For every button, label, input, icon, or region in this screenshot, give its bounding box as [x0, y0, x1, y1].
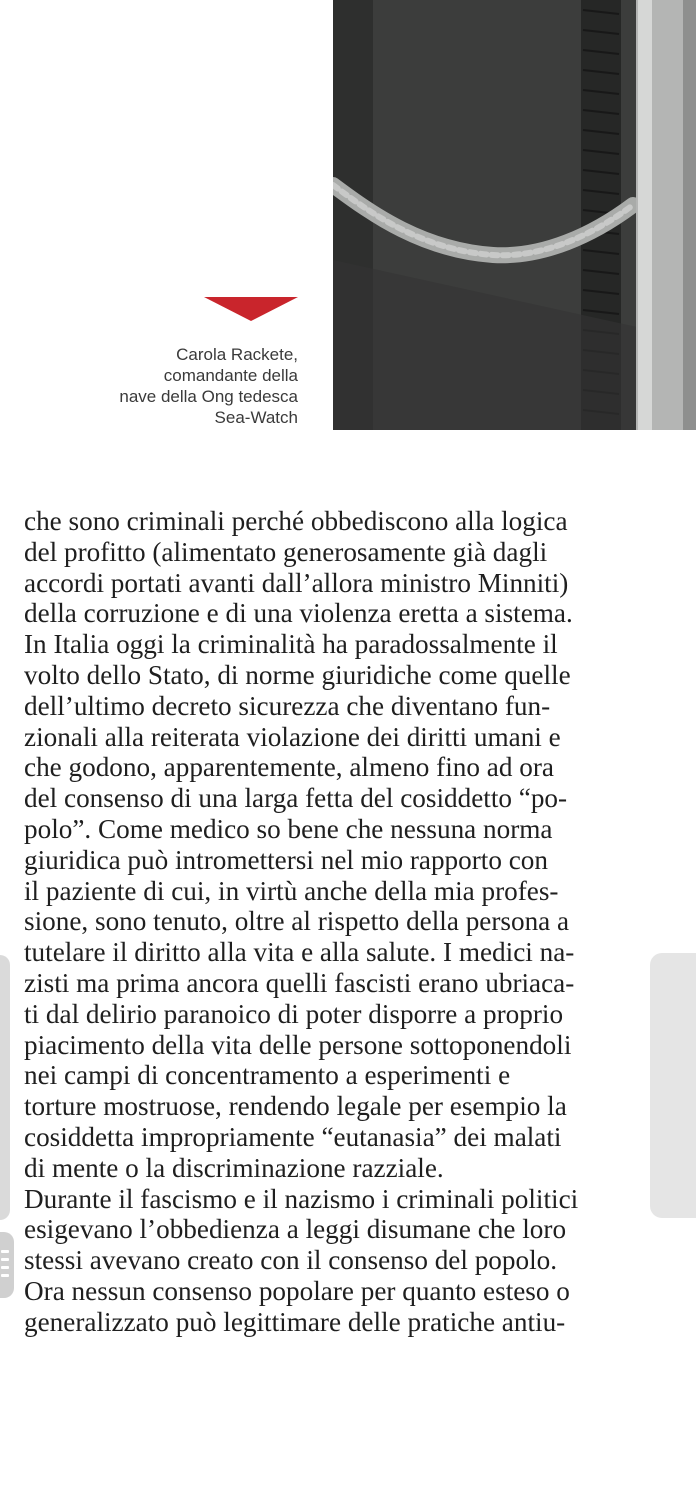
article-line: polo”. Come medico so bene che nessuna norma: [24, 813, 553, 844]
grip-icon: [1, 1250, 9, 1280]
article-line: piacimento della vita delle persone sottoponendoli: [24, 1029, 572, 1060]
article-line: cosiddetta impropriamente “eutanasia” dei malati: [24, 1121, 562, 1152]
article-line: del consenso di una larga fetta del cosiddetto “po-: [24, 783, 568, 814]
article-line: zionali alla reiterata violazione dei diritti umani e: [24, 721, 561, 752]
photo-caption: [58, 344, 298, 428]
caption-line: comandante della: [163, 366, 298, 385]
article-line: zisti ma prima ancora quelli fascisti erano ubriaca-: [24, 967, 575, 998]
article-line: giuridica può intromettersi nel mio rapporto con: [24, 844, 548, 875]
article-line: che sono criminali perché obbediscono alla logica: [24, 506, 568, 536]
article-photo: [333, 0, 696, 430]
article-line: esigevano l’obbedienza a leggi disumane che loro: [24, 1214, 567, 1245]
article-line: Durante il fascismo e il nazismo i criminali politici: [24, 1183, 579, 1214]
article-line: Ora nessun consenso popolare per quanto esteso o: [24, 1275, 570, 1306]
article-line: di mente o la discriminazione razziale.: [24, 1152, 444, 1183]
article-line: volto dello Stato, di norme giuridiche come quelle: [24, 659, 571, 690]
article-line: ti dal delirio paranoico di poter disporre a proprio: [24, 998, 564, 1029]
article-line: sione, sono tenuto, oltre al rispetto della persona a: [24, 906, 570, 937]
caption-line: Sea-Watch: [214, 408, 298, 427]
article-line: generalizzato può legittimare delle pratiche antiu-: [24, 1306, 566, 1337]
red-triangle-icon: [204, 297, 298, 323]
article-body: [24, 506, 674, 1338]
article-line: accordi portati avanti dall’allora ministro Minniti): [24, 567, 569, 598]
article-line: torture mostruose, rendendo legale per esempio la: [24, 1091, 567, 1122]
caption-line: Carola Rackete,: [176, 345, 298, 364]
previous-page-handle[interactable]: [0, 955, 10, 1220]
article-line: dell’ultimo decreto sicurezza che diventano fun-: [24, 690, 551, 721]
caption-line: nave della Ong tedesca: [119, 387, 298, 406]
article-line: che godono, apparentemente, almeno fino ad ora: [24, 752, 554, 783]
drawer-drag-handle[interactable]: [0, 1232, 14, 1298]
article-line: stessi avevano creato con il consenso del popolo.: [24, 1245, 558, 1276]
article-line: della corruzione e di una violenza eretta a sistema.: [24, 598, 573, 629]
article-line: del profitto (alimentato generosamente già dagli: [24, 536, 548, 567]
article-line: il paziente di cui, in virtù anche della mia profes-: [24, 875, 559, 906]
article-line: In Italia oggi la criminalità ha paradossalmente il: [24, 629, 558, 660]
article-line: nei campi di concentramento a esperimenti e: [24, 1060, 511, 1091]
article-line: tutelare il diritto alla vita e alla salute. I medici na-: [24, 937, 575, 968]
next-page-handle[interactable]: [650, 953, 696, 1218]
